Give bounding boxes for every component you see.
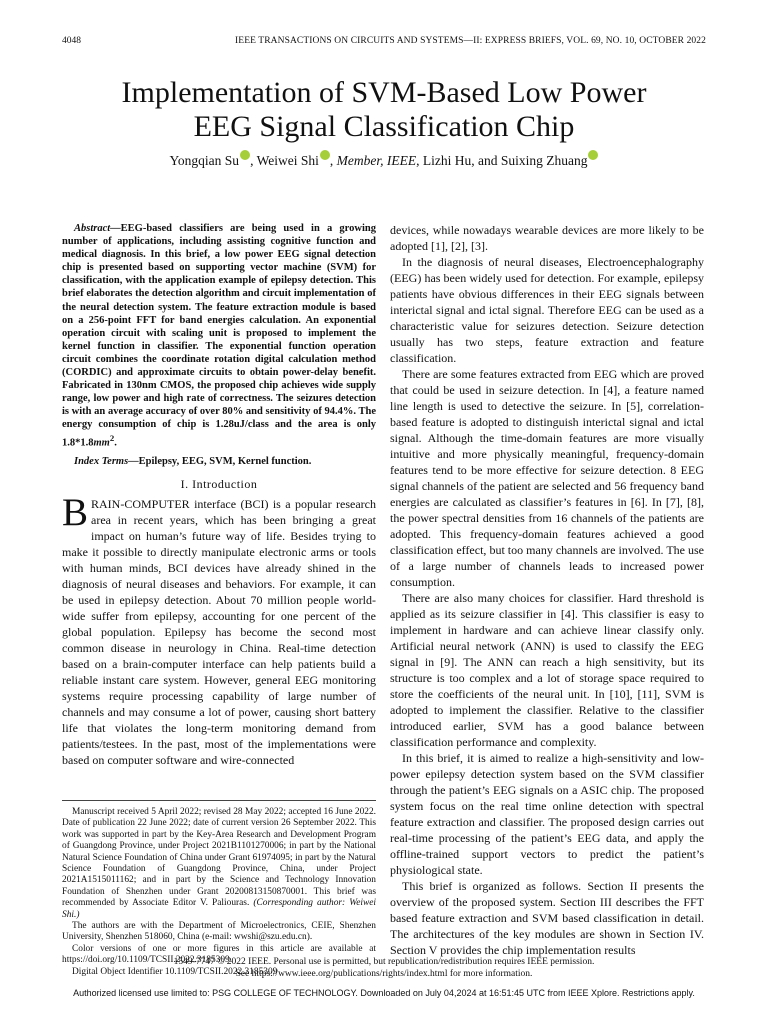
index-terms-label: Index Terms [74, 456, 129, 468]
abstract-end: . [114, 437, 117, 448]
right-paragraph-3: There are some features extracted from EEG which are proved that could be used in seizure detection. In [4], a feature named line length is used to detective the seizure. In [5], correlation-based feature is adopted to distinguish interictal signal and ictal signal. Although the time-domain features are more visually intuitive and more physically meaningful, frequency-domain features tend to be more effective for seizure detection. 8 EEG signal channels of the patient are selected and 56 frequency band energies are calculated as classifier’s features in [6]. In [7], [8], the power spectral densities from 16 channels of the patients are adopted. This frequency-domain features achieved a good classification effect, but too many channels are involved. The use of a large number of channels leads to increased power consumption. [390, 367, 704, 589]
download-notice: Authorized licensed use limited to: PSG COLLEGE OF TECHNOLOGY. Downloaded on July 04,2024 at 16:51:45 UTC from IEEE Xplore. Restrictions apply. [73, 988, 695, 998]
abstract [62, 222, 376, 468]
right-paragraph-2: In the diagnosis of neural diseases, Electroencephalography (EEG) has been widely used for detection. For example, epilepsy patients have obvious differences in their EEG signals between interictal signal and ictal signal. Therefore EEG can be used as a characteristic value for seizures detection. Seizure detection usually has two steps, feature extraction and feature classification. [390, 255, 704, 365]
footnote-block [62, 800, 376, 978]
title-line-1: Implementation of SVM-Based Low Power [121, 76, 647, 109]
orcid-icon[interactable] [588, 150, 598, 160]
right-paragraph-1: devices, while nowadays wearable devices are more likely to be adopted [1], [2], [3]. [390, 223, 704, 253]
corresponding-author: (Corresponding author: Weiwei Shi.) [62, 898, 377, 920]
section-heading-introduction: I. Introduction [180, 477, 258, 492]
right-paragraph-5: In this brief, it is aimed to realize a high-sensitivity and low-power epilepsy detection system based on the SVM classifier through the patient’s EEG signals on a ASIC chip. The proposed system focus on the real time online detection with spectral feature extraction and classifier. The proposed design carries out real-time processing of the patient’s EEG data, and apply the offline-trained support vectors to predict the patient’s physiological state. [390, 751, 704, 877]
intro-text: RAIN-COMPUTER interface (BCI) is a popular research area in recent years, which has been bringing a great impact on human’s future way of life. Besides trying to make it possible to directly manipulate electronic arms or tools with human minds, BCI devices have already shined in the diagnosis of neural diseases and behaviors. For example, it can be used in epilepsy detection. About 70 million people world-wide suffer from epilepsy, accounting for one percent of the global population. Epilepsy has become the second most common disease in neurology in China. Real-time detection based on a brain-computer interface can help patients build a reliable instant care system. However, general EEG monitoring systems require processing capability of large number of channels and may consume a lot of power, causing short battery life that violates the long-term monitoring demand from patients/testees. In the past, most of the implementations were based on computer software and wire-connected [62, 497, 376, 768]
orcid-icon[interactable] [320, 150, 330, 160]
abstract-text: —EEG-based classifiers are being used in a growing number of applications, including assisting cognitive function and medical diagnosis. In this brief, a low power EEG signal detection chip is presented based on supporting vector machine (SVM) for classification, with the application example of epilepsy detection. This brief elaborates the detection algorithm and circuit implementation of the neural detection system. The feature extraction module is based on a 256-point FFT for band energies calculation. An exponential operation circuit with scaling unit is proposed to implement the kernel function in classifier. The exponential function operation circuit combines the coordinate rotation digital calculation method (CORDIC) and approximate circuits to obtain power-delay benefit. Fabricated in 130nm CMOS, the proposed chip achieves wide supply range, low power and high rate of correctness. The seizures detection is with an average accuracy of over 80% and sensitivity of 94.4%. The energy consumption of chip is 1.28uJ/class and the area is only 1.8*1.8 [62, 223, 376, 448]
right-column [390, 222, 704, 958]
abstract-unit: mm [93, 437, 110, 448]
copyright-line-1: 1549-7747 © 2022 IEEE. Personal use is permitted, but republication/redistribution requires IEEE permission. [173, 957, 595, 967]
footnote-divider [62, 800, 376, 801]
running-header [62, 36, 706, 48]
left-column [62, 222, 376, 768]
index-terms-text: —Epilepsy, EEG, SVM, Kernel function. [128, 456, 312, 468]
author-1: Yongqian Su [169, 153, 240, 168]
footnote-manuscript: Manuscript received 5 April 2022; revised 28 May 2022; accepted 16 June 2022. Date of publication 22 June 2022; date of current version 26 September 2022. This work was supported in part by the Key-Area Research and Development Program of Guangdong Province, under Project 2021B1101270006; in part by the National Natural Science Foundation of China under Grant 61974095; in part by the Natural Science Foundation of Guangdong Province, China, under Project 2021A1515011162; and in part by the Science and Technology Innovation Foundation of Shenzhen under Grant 20200813150870001. This brief was recommended by Associate Editor V. Paliouras. (Corresponding author: Weiwei Shi.) [62, 807, 377, 920]
abstract-unit-power: 2 [109, 432, 115, 443]
other-authors: , Lizhi Hu, and Suixing Zhuang [416, 153, 588, 168]
paper-title [0, 76, 768, 144]
author-list: Yongqian Su , Weiwei Shi , Member, IEEE, Lizhi Hu, and Suixing Zhuang [0, 150, 768, 169]
abstract-label: Abstract [74, 223, 111, 234]
right-paragraph-6: This brief is organized as follows. Section II presents the overview of the proposed system. Section III describes the FFT based feature extraction and SVM based classification in detail. The architectures of the key modules are shown in Section IV. Section V provides the chip implementation results [390, 879, 704, 957]
copyright-line-2[interactable]: See https://www.ieee.org/publications/rights/index.html for more information. [235, 969, 533, 979]
footnote-color[interactable]: Color versions of one or more figures in this article are available at https://doi.org/10.1109/TCSII.2022.3185309. [62, 943, 376, 966]
journal-name: IEEE TRANSACTIONS ON CIRCUITS AND SYSTEMS—II: EXPRESS BRIEFS, VOL. 69, NO. 10, OCTOBER 2022 [235, 36, 706, 46]
page-number: 4048 [62, 36, 81, 46]
author-2: Weiwei Shi [256, 153, 319, 168]
index-terms [62, 455, 376, 468]
footnote-doi: Digital Object Identifier 10.1109/TCSII.2022.3185309 [72, 966, 278, 977]
intro-paragraph [62, 491, 376, 768]
drop-cap: B [62, 491, 89, 535]
footnote-affiliation: The authors are with the Department of Microelectronics, CEIE, Shenzhen University, Shenzhen 518060, China (e-mail: wwshi@szu.edu.cn). [62, 921, 376, 943]
title-line-2: EEG Signal Classification Chip [193, 110, 575, 143]
copyright-notice [0, 956, 768, 980]
right-paragraph-4: There are also many choices for classifier. Hard threshold is applied as its seizure classifier in [4]. This classifier is easy to implement in hardware and can achieve linear classify only. Artificial neural network (ANN) is used to classify the EEG signal in [9]. The ANN can reach a high sensitivity, but its structure is too complex and a lot of storage space required to store the coefficients of the neural unit. In [10], [11], SVM is adopted to implement the classifier. Relative to the classifier introduced earlier, SVM has a good balance between classification performance and complexity. [390, 591, 704, 749]
author-membership: Member, IEEE [336, 153, 417, 168]
orcid-icon[interactable] [240, 150, 250, 160]
